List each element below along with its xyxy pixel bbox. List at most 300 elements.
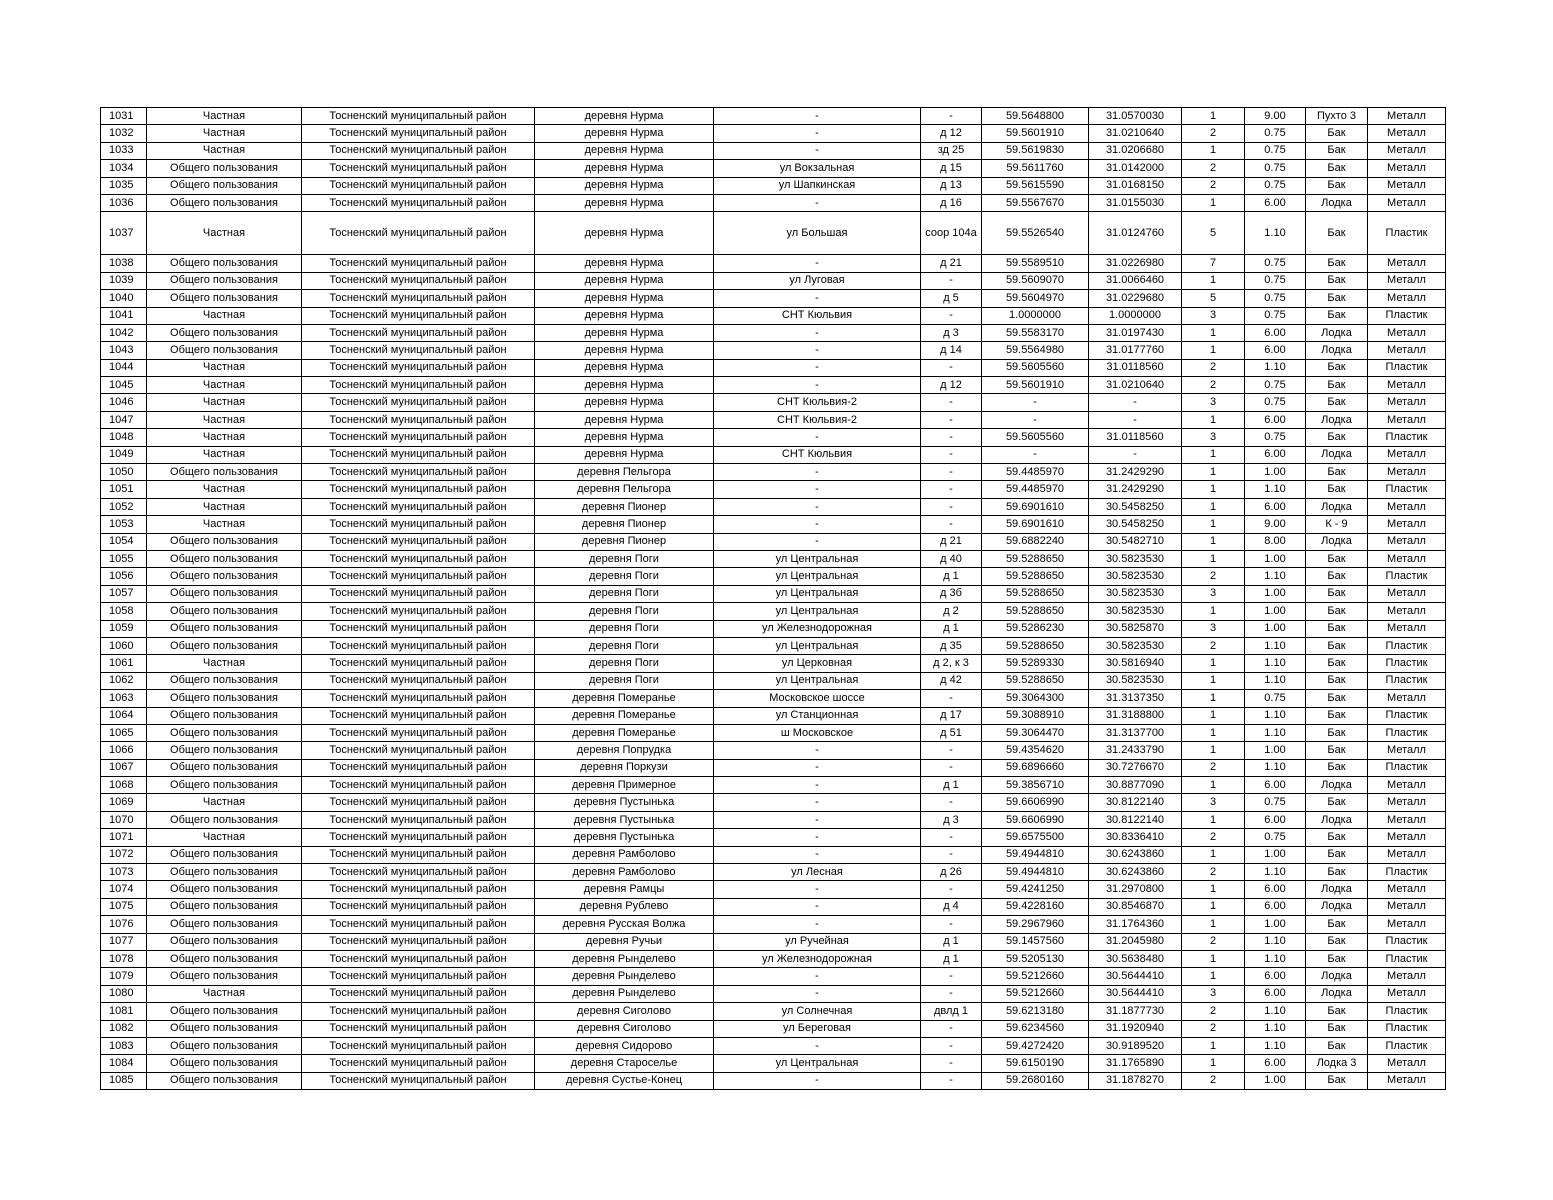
street-cell: - xyxy=(714,916,921,933)
row-number-cell: 1045 xyxy=(101,377,147,394)
ownership-type-cell: Общего пользования xyxy=(147,620,302,637)
latitude-cell: 59.4228160 xyxy=(982,898,1089,915)
municipal-district-cell: Тосненский муниципальный район xyxy=(302,342,535,359)
ownership-type-cell: Общего пользования xyxy=(147,1037,302,1054)
longitude-cell: 30.5458250 xyxy=(1089,498,1182,515)
container-count-cell: 1 xyxy=(1182,516,1245,533)
container-volume-cell: 0.75 xyxy=(1245,125,1306,142)
container-volume-cell: 1.10 xyxy=(1245,759,1306,776)
ownership-type-cell: Общего пользования xyxy=(147,916,302,933)
settlement-cell: деревня Староселье xyxy=(535,1055,714,1072)
container-volume-cell: 1.00 xyxy=(1245,550,1306,567)
settlement-cell: деревня Поги xyxy=(535,585,714,602)
settlement-cell: деревня Рынделево xyxy=(535,950,714,967)
settlement-cell: деревня Нурма xyxy=(535,307,714,324)
row-number-cell: 1051 xyxy=(101,481,147,498)
table-row xyxy=(101,255,1446,272)
container-material-cell: Металл xyxy=(1368,160,1446,177)
row-number-cell: 1052 xyxy=(101,498,147,515)
latitude-cell: 59.6606990 xyxy=(982,811,1089,828)
ownership-type-cell: Частная xyxy=(147,481,302,498)
longitude-cell: 30.5458250 xyxy=(1089,516,1182,533)
longitude-cell: 30.7276670 xyxy=(1089,759,1182,776)
street-cell: - xyxy=(714,1072,921,1089)
latitude-cell: 59.5611760 xyxy=(982,160,1089,177)
street-cell: ул Церковная xyxy=(714,655,921,672)
container-volume-cell: 1.10 xyxy=(1245,568,1306,585)
settlement-cell: деревня Нурма xyxy=(535,429,714,446)
street-cell: - xyxy=(714,125,921,142)
container-material-cell: Металл xyxy=(1368,550,1446,567)
table-row xyxy=(101,359,1446,376)
latitude-cell: 59.3856710 xyxy=(982,777,1089,794)
container-volume-cell: 1.10 xyxy=(1245,933,1306,950)
container-type-cell: Бак xyxy=(1306,464,1368,481)
municipal-district-cell: Тосненский муниципальный район xyxy=(302,759,535,776)
container-type-cell: Бак xyxy=(1306,637,1368,654)
table-row xyxy=(101,1003,1446,1020)
container-volume-cell: 6.00 xyxy=(1245,194,1306,211)
settlement-cell: деревня Нурма xyxy=(535,194,714,211)
municipal-district-cell: Тосненский муниципальный район xyxy=(302,307,535,324)
container-type-cell: Бак xyxy=(1306,829,1368,846)
container-type-cell: Пухто 3 xyxy=(1306,108,1368,125)
row-number-cell: 1058 xyxy=(101,603,147,620)
settlement-cell: деревня Поркузи xyxy=(535,759,714,776)
row-number-cell: 1060 xyxy=(101,637,147,654)
row-number-cell: 1076 xyxy=(101,916,147,933)
ownership-type-cell: Общего пользования xyxy=(147,324,302,341)
municipal-district-cell: Тосненский муниципальный район xyxy=(302,620,535,637)
container-type-cell: Лодка xyxy=(1306,898,1368,915)
street-cell: ул Железнодорожная xyxy=(714,620,921,637)
latitude-cell: 59.5583170 xyxy=(982,324,1089,341)
table-row xyxy=(101,655,1446,672)
container-count-cell: 1 xyxy=(1182,950,1245,967)
container-type-cell: Лодка xyxy=(1306,533,1368,550)
house-number-cell: - xyxy=(921,985,982,1002)
row-number-cell: 1034 xyxy=(101,160,147,177)
municipal-district-cell: Тосненский муниципальный район xyxy=(302,125,535,142)
table-row xyxy=(101,1072,1446,1089)
house-number-cell: д 35 xyxy=(921,637,982,654)
container-type-cell: Бак xyxy=(1306,377,1368,394)
longitude-cell: 31.1764360 xyxy=(1089,916,1182,933)
latitude-cell: 59.5601910 xyxy=(982,125,1089,142)
settlement-cell: деревня Поги xyxy=(535,637,714,654)
container-material-cell: Пластик xyxy=(1368,307,1446,324)
street-cell: - xyxy=(714,142,921,159)
container-count-cell: 5 xyxy=(1182,212,1245,255)
settlement-cell: деревня Поги xyxy=(535,672,714,689)
house-number-cell: - xyxy=(921,1037,982,1054)
longitude-cell: 31.0142000 xyxy=(1089,160,1182,177)
latitude-cell: 59.5589510 xyxy=(982,255,1089,272)
row-number-cell: 1041 xyxy=(101,307,147,324)
municipal-district-cell: Тосненский муниципальный район xyxy=(302,603,535,620)
longitude-cell: 30.5816940 xyxy=(1089,655,1182,672)
municipal-district-cell: Тосненский муниципальный район xyxy=(302,1037,535,1054)
settlement-cell: деревня Нурма xyxy=(535,142,714,159)
container-count-cell: 1 xyxy=(1182,846,1245,863)
street-cell: СНТ Кюльвия xyxy=(714,446,921,463)
container-volume-cell: 6.00 xyxy=(1245,811,1306,828)
container-count-cell: 2 xyxy=(1182,177,1245,194)
container-type-cell: Бак xyxy=(1306,742,1368,759)
container-volume-cell: 1.00 xyxy=(1245,846,1306,863)
settlement-cell: деревня Нурма xyxy=(535,377,714,394)
container-count-cell: 1 xyxy=(1182,498,1245,515)
latitude-cell: 59.4944810 xyxy=(982,846,1089,863)
table-row xyxy=(101,429,1446,446)
row-number-cell: 1065 xyxy=(101,724,147,741)
container-volume-cell: 9.00 xyxy=(1245,516,1306,533)
municipal-district-cell: Тосненский муниципальный район xyxy=(302,690,535,707)
ownership-type-cell: Общего пользования xyxy=(147,568,302,585)
street-cell: - xyxy=(714,533,921,550)
container-volume-cell: 6.00 xyxy=(1245,446,1306,463)
table-row xyxy=(101,307,1446,324)
settlement-cell: деревня Померанье xyxy=(535,724,714,741)
container-material-cell: Металл xyxy=(1368,498,1446,515)
settlement-cell: деревня Пионер xyxy=(535,533,714,550)
container-count-cell: 1 xyxy=(1182,707,1245,724)
row-number-cell: 1085 xyxy=(101,1072,147,1089)
container-count-cell: 1 xyxy=(1182,672,1245,689)
settlement-cell: деревня Поги xyxy=(535,568,714,585)
container-material-cell: Металл xyxy=(1368,881,1446,898)
settlement-cell: деревня Нурма xyxy=(535,255,714,272)
container-volume-cell: 1.00 xyxy=(1245,1072,1306,1089)
container-type-cell: Лодка xyxy=(1306,342,1368,359)
container-type-cell: Бак xyxy=(1306,724,1368,741)
longitude-cell: 30.5638480 xyxy=(1089,950,1182,967)
table-row xyxy=(101,637,1446,654)
municipal-district-cell: Тосненский муниципальный район xyxy=(302,481,535,498)
container-type-cell: Бак xyxy=(1306,950,1368,967)
municipal-district-cell: Тосненский муниципальный район xyxy=(302,568,535,585)
street-cell: - xyxy=(714,811,921,828)
row-number-cell: 1056 xyxy=(101,568,147,585)
street-cell: Московское шоссе xyxy=(714,690,921,707)
container-material-cell: Металл xyxy=(1368,194,1446,211)
settlement-cell: деревня Поги xyxy=(535,620,714,637)
row-number-cell: 1067 xyxy=(101,759,147,776)
house-number-cell: д 2, к 3 xyxy=(921,655,982,672)
house-number-cell: двлд 1 xyxy=(921,1003,982,1020)
container-volume-cell: 8.00 xyxy=(1245,533,1306,550)
longitude-cell: 31.3137700 xyxy=(1089,724,1182,741)
settlement-cell: деревня Пустынька xyxy=(535,829,714,846)
latitude-cell: 59.4485970 xyxy=(982,464,1089,481)
container-type-cell: Бак xyxy=(1306,290,1368,307)
container-volume-cell: 1.10 xyxy=(1245,655,1306,672)
container-material-cell: Металл xyxy=(1368,1055,1446,1072)
street-cell: - xyxy=(714,290,921,307)
municipal-district-cell: Тосненский муниципальный район xyxy=(302,950,535,967)
container-volume-cell: 0.75 xyxy=(1245,394,1306,411)
container-type-cell: Лодка xyxy=(1306,194,1368,211)
container-type-cell: Бак xyxy=(1306,550,1368,567)
longitude-cell: 31.0168150 xyxy=(1089,177,1182,194)
municipal-district-cell: Тосненский муниципальный район xyxy=(302,411,535,428)
ownership-type-cell: Частная xyxy=(147,516,302,533)
municipal-district-cell: Тосненский муниципальный район xyxy=(302,108,535,125)
ownership-type-cell: Общего пользования xyxy=(147,742,302,759)
settlement-cell: деревня Сидорово xyxy=(535,1037,714,1054)
row-number-cell: 1062 xyxy=(101,672,147,689)
latitude-cell: 59.6234560 xyxy=(982,1020,1089,1037)
container-type-cell: Бак xyxy=(1306,620,1368,637)
row-number-cell: 1082 xyxy=(101,1020,147,1037)
longitude-cell: - xyxy=(1089,446,1182,463)
container-count-cell: 1 xyxy=(1182,881,1245,898)
container-material-cell: Металл xyxy=(1368,342,1446,359)
latitude-cell: 59.4944810 xyxy=(982,864,1089,881)
table-row xyxy=(101,177,1446,194)
street-cell: - xyxy=(714,498,921,515)
ownership-type-cell: Частная xyxy=(147,655,302,672)
row-number-cell: 1035 xyxy=(101,177,147,194)
container-volume-cell: 0.75 xyxy=(1245,307,1306,324)
house-number-cell: - xyxy=(921,108,982,125)
latitude-cell: - xyxy=(982,446,1089,463)
municipal-district-cell: Тосненский муниципальный район xyxy=(302,1003,535,1020)
settlement-cell: деревня Нурма xyxy=(535,177,714,194)
house-number-cell: - xyxy=(921,794,982,811)
municipal-district-cell: Тосненский муниципальный район xyxy=(302,1055,535,1072)
latitude-cell: 59.5526540 xyxy=(982,212,1089,255)
street-cell: ул Центральная xyxy=(714,637,921,654)
longitude-cell: 31.2970800 xyxy=(1089,881,1182,898)
ownership-type-cell: Частная xyxy=(147,394,302,411)
longitude-cell: 30.5823530 xyxy=(1089,637,1182,654)
table-row xyxy=(101,411,1446,428)
container-type-cell: Бак xyxy=(1306,125,1368,142)
table-row xyxy=(101,272,1446,289)
street-cell: ул Шапкинская xyxy=(714,177,921,194)
container-type-cell: Бак xyxy=(1306,1072,1368,1089)
settlement-cell: деревня Пустынька xyxy=(535,794,714,811)
house-number-cell: - xyxy=(921,690,982,707)
ownership-type-cell: Общего пользования xyxy=(147,290,302,307)
house-number-cell: соор 104а xyxy=(921,212,982,255)
house-number-cell: д 5 xyxy=(921,290,982,307)
container-type-cell: Бак xyxy=(1306,759,1368,776)
container-type-cell: Бак xyxy=(1306,1037,1368,1054)
longitude-cell: 31.2045980 xyxy=(1089,933,1182,950)
container-type-cell: Бак xyxy=(1306,933,1368,950)
table-row xyxy=(101,290,1446,307)
longitude-cell: 30.5823530 xyxy=(1089,603,1182,620)
table-row xyxy=(101,916,1446,933)
street-cell: - xyxy=(714,516,921,533)
container-type-cell: Бак xyxy=(1306,212,1368,255)
house-number-cell: - xyxy=(921,742,982,759)
latitude-cell: 59.3064470 xyxy=(982,724,1089,741)
row-number-cell: 1048 xyxy=(101,429,147,446)
ownership-type-cell: Общего пользования xyxy=(147,603,302,620)
container-volume-cell: 6.00 xyxy=(1245,968,1306,985)
container-material-cell: Металл xyxy=(1368,411,1446,428)
container-volume-cell: 1.00 xyxy=(1245,742,1306,759)
container-material-cell: Металл xyxy=(1368,898,1446,915)
street-cell: - xyxy=(714,342,921,359)
table-row xyxy=(101,568,1446,585)
latitude-cell: 59.5615590 xyxy=(982,177,1089,194)
table-row xyxy=(101,212,1446,255)
house-number-cell: - xyxy=(921,916,982,933)
container-material-cell: Пластик xyxy=(1368,933,1446,950)
settlement-cell: деревня Нурма xyxy=(535,290,714,307)
container-type-cell: Бак xyxy=(1306,672,1368,689)
table-row xyxy=(101,160,1446,177)
container-type-cell: Лодка xyxy=(1306,881,1368,898)
settlement-cell: деревня Нурма xyxy=(535,160,714,177)
street-cell: - xyxy=(714,108,921,125)
container-count-cell: 2 xyxy=(1182,160,1245,177)
container-count-cell: 1 xyxy=(1182,724,1245,741)
container-material-cell: Пластик xyxy=(1368,1003,1446,1020)
latitude-cell: 59.6575500 xyxy=(982,829,1089,846)
house-number-cell: д 1 xyxy=(921,933,982,950)
row-number-cell: 1042 xyxy=(101,324,147,341)
ownership-type-cell: Общего пользования xyxy=(147,272,302,289)
latitude-cell: 59.5288650 xyxy=(982,568,1089,585)
container-count-cell: 2 xyxy=(1182,933,1245,950)
table-row xyxy=(101,950,1446,967)
settlement-cell: деревня Попрудка xyxy=(535,742,714,759)
container-type-cell: Бак xyxy=(1306,690,1368,707)
municipal-district-cell: Тосненский муниципальный район xyxy=(302,707,535,724)
ownership-type-cell: Частная xyxy=(147,985,302,1002)
municipal-district-cell: Тосненский муниципальный район xyxy=(302,160,535,177)
ownership-type-cell: Частная xyxy=(147,446,302,463)
container-material-cell: Металл xyxy=(1368,324,1446,341)
latitude-cell: 59.1457560 xyxy=(982,933,1089,950)
container-material-cell: Пластик xyxy=(1368,481,1446,498)
container-material-cell: Пластик xyxy=(1368,950,1446,967)
latitude-cell: 59.5288650 xyxy=(982,585,1089,602)
settlement-cell: деревня Пионер xyxy=(535,516,714,533)
container-count-cell: 1 xyxy=(1182,1037,1245,1054)
longitude-cell: 31.0229680 xyxy=(1089,290,1182,307)
container-material-cell: Металл xyxy=(1368,620,1446,637)
row-number-cell: 1040 xyxy=(101,290,147,307)
longitude-cell: 30.8122140 xyxy=(1089,811,1182,828)
container-type-cell: Бак xyxy=(1306,177,1368,194)
settlement-cell: деревня Сиголово xyxy=(535,1003,714,1020)
ownership-type-cell: Общего пользования xyxy=(147,707,302,724)
longitude-cell: 30.5644410 xyxy=(1089,985,1182,1002)
container-volume-cell: 1.10 xyxy=(1245,359,1306,376)
container-count-cell: 1 xyxy=(1182,742,1245,759)
container-type-cell: Бак xyxy=(1306,160,1368,177)
latitude-cell: 59.6606990 xyxy=(982,794,1089,811)
longitude-cell: 31.0210640 xyxy=(1089,377,1182,394)
container-volume-cell: 0.75 xyxy=(1245,255,1306,272)
house-number-cell: д 42 xyxy=(921,672,982,689)
container-volume-cell: 1.00 xyxy=(1245,585,1306,602)
house-number-cell: - xyxy=(921,481,982,498)
container-type-cell: Лодка xyxy=(1306,446,1368,463)
container-count-cell: 1 xyxy=(1182,464,1245,481)
row-number-cell: 1069 xyxy=(101,794,147,811)
municipal-district-cell: Тосненский муниципальный район xyxy=(302,985,535,1002)
container-volume-cell: 0.75 xyxy=(1245,794,1306,811)
municipal-district-cell: Тосненский муниципальный район xyxy=(302,933,535,950)
table-row xyxy=(101,585,1446,602)
row-number-cell: 1070 xyxy=(101,811,147,828)
container-count-cell: 2 xyxy=(1182,568,1245,585)
row-number-cell: 1032 xyxy=(101,125,147,142)
street-cell: ул Луговая xyxy=(714,272,921,289)
street-cell: ул Береговая xyxy=(714,1020,921,1037)
table-row xyxy=(101,864,1446,881)
container-material-cell: Металл xyxy=(1368,394,1446,411)
table-row xyxy=(101,829,1446,846)
settlement-cell: деревня Померанье xyxy=(535,707,714,724)
container-volume-cell: 6.00 xyxy=(1245,324,1306,341)
container-volume-cell: 1.00 xyxy=(1245,916,1306,933)
street-cell: - xyxy=(714,194,921,211)
longitude-cell: 30.6243860 xyxy=(1089,846,1182,863)
longitude-cell: 31.0226980 xyxy=(1089,255,1182,272)
container-volume-cell: 1.10 xyxy=(1245,1037,1306,1054)
container-volume-cell: 1.10 xyxy=(1245,481,1306,498)
row-number-cell: 1066 xyxy=(101,742,147,759)
container-volume-cell: 1.10 xyxy=(1245,864,1306,881)
container-count-cell: 3 xyxy=(1182,985,1245,1002)
longitude-cell: 1.0000000 xyxy=(1089,307,1182,324)
container-material-cell: Пластик xyxy=(1368,707,1446,724)
container-volume-cell: 0.75 xyxy=(1245,142,1306,159)
row-number-cell: 1049 xyxy=(101,446,147,463)
container-count-cell: 1 xyxy=(1182,968,1245,985)
ownership-type-cell: Общего пользования xyxy=(147,533,302,550)
house-number-cell: д 12 xyxy=(921,377,982,394)
container-count-cell: 2 xyxy=(1182,377,1245,394)
latitude-cell: 59.5289330 xyxy=(982,655,1089,672)
municipal-district-cell: Тосненский муниципальный район xyxy=(302,516,535,533)
latitude-cell: 59.6150190 xyxy=(982,1055,1089,1072)
settlement-cell: деревня Рамцы xyxy=(535,881,714,898)
table-row xyxy=(101,481,1446,498)
longitude-cell: 30.8336410 xyxy=(1089,829,1182,846)
street-cell: ул Вокзальная xyxy=(714,160,921,177)
settlement-cell: деревня Ручьи xyxy=(535,933,714,950)
settlement-cell: деревня Пионер xyxy=(535,498,714,515)
ownership-type-cell: Общего пользования xyxy=(147,255,302,272)
house-number-cell: д 1 xyxy=(921,777,982,794)
row-number-cell: 1059 xyxy=(101,620,147,637)
container-volume-cell: 6.00 xyxy=(1245,342,1306,359)
ownership-type-cell: Общего пользования xyxy=(147,759,302,776)
table-row xyxy=(101,446,1446,463)
ownership-type-cell: Общего пользования xyxy=(147,637,302,654)
municipal-district-cell: Тосненский муниципальный район xyxy=(302,533,535,550)
table-row xyxy=(101,742,1446,759)
container-type-cell: Бак xyxy=(1306,568,1368,585)
row-number-cell: 1036 xyxy=(101,194,147,211)
row-number-cell: 1031 xyxy=(101,108,147,125)
container-material-cell: Пластик xyxy=(1368,655,1446,672)
row-number-cell: 1080 xyxy=(101,985,147,1002)
container-volume-cell: 1.10 xyxy=(1245,212,1306,255)
street-cell: ул Лесная xyxy=(714,864,921,881)
settlement-cell: деревня Пустынька xyxy=(535,811,714,828)
container-material-cell: Металл xyxy=(1368,742,1446,759)
